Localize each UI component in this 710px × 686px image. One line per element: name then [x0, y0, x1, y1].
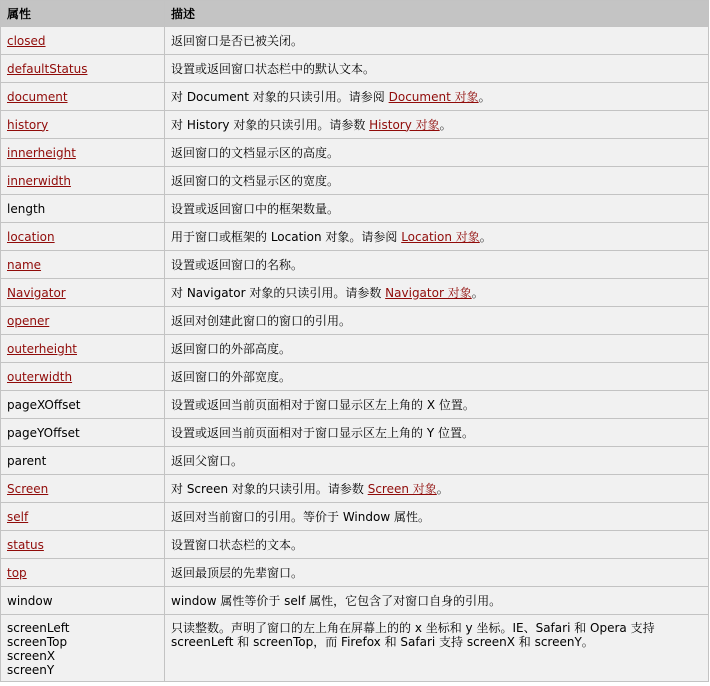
table-row: [1, 139, 709, 167]
property-description: 设置或返回当前页面相对于窗口显示区左上角的 X 位置。: [171, 397, 475, 412]
property-description: 对 History 对象的只读引用。请参数: [171, 117, 370, 132]
property-description: 设置或返回当前页面相对于窗口显示区左上角的 Y 位置。: [171, 425, 474, 440]
property-description-cell: [165, 531, 709, 559]
property-description: 返回父窗口。: [171, 453, 244, 468]
property-link-history[interactable]: history: [7, 117, 49, 132]
property-name-cell: [1, 251, 165, 279]
property-description-cell: [165, 335, 709, 363]
table-row: [1, 391, 709, 419]
column-header-property: 属性: [1, 1, 165, 27]
description-tail: 。: [439, 117, 452, 132]
property-description-cell: [165, 55, 709, 83]
property-description-cell: [165, 559, 709, 587]
property-name-cell: [1, 419, 165, 447]
property-link-navigator[interactable]: Navigator: [7, 285, 66, 300]
property-description: 对 Document 对象的只读引用。请参阅: [171, 89, 389, 104]
table-row: [1, 615, 709, 682]
property-link-self[interactable]: self: [7, 509, 29, 524]
property-description: 对 Screen 对象的只读引用。请参数: [171, 481, 368, 496]
property-name-cell: [1, 279, 165, 307]
reference-link[interactable]: History 对象: [369, 117, 440, 132]
property-description-cell: [165, 363, 709, 391]
table-row: [1, 335, 709, 363]
property-name-cell: [1, 307, 165, 335]
property-link-screen[interactable]: Screen: [7, 481, 49, 496]
property-description: 设置或返回窗口状态栏中的默认文本。: [171, 61, 376, 76]
property-description-cell: [165, 83, 709, 111]
property-description: window 属性等价于 self 属性，它包含了对窗口自身的引用。: [171, 593, 502, 608]
property-name: screenTop: [7, 635, 68, 649]
property-description-cell: [165, 223, 709, 251]
property-description: 返回窗口是否已被关闭。: [171, 33, 304, 48]
property-description-cell: [165, 111, 709, 139]
property-description-cell: [165, 447, 709, 475]
property-link-location[interactable]: location: [7, 229, 55, 244]
reference-link[interactable]: Navigator 对象: [385, 285, 472, 300]
property-description-cell: [165, 307, 709, 335]
table-body: [1, 27, 709, 682]
property-description-cell: [165, 279, 709, 307]
table-row: [1, 559, 709, 587]
property-name: screenLeft: [7, 621, 70, 635]
column-header-description: 描述: [165, 1, 709, 27]
property-description: 设置或返回窗口的名称。: [171, 257, 304, 272]
property-description: 返回对创建此窗口的窗口的引用。: [171, 313, 352, 328]
property-description-cell: [165, 251, 709, 279]
property-link-defaultstatus[interactable]: defaultStatus: [7, 61, 88, 76]
property-link-name[interactable]: name: [7, 257, 42, 272]
property-name-cell: [1, 335, 165, 363]
property-name-cell: [1, 83, 165, 111]
property-link-outerwidth[interactable]: outerwidth: [7, 369, 73, 384]
property-link-status[interactable]: status: [7, 537, 44, 552]
table-row: [1, 111, 709, 139]
property-description: 返回窗口的文档显示区的宽度。: [171, 173, 340, 188]
property-description: 返回窗口的外部高度。: [171, 341, 292, 356]
property-name-cell: [1, 195, 165, 223]
property-description-cell: [165, 503, 709, 531]
property-name: parent: [7, 453, 47, 468]
property-name-cell: [1, 223, 165, 251]
description-tail: 。: [471, 285, 484, 300]
property-description-cell: [165, 27, 709, 55]
property-link-top[interactable]: top: [7, 565, 27, 580]
property-description: 用于窗口或框架的 Location 对象。请参阅: [171, 229, 402, 244]
property-name: screenX: [7, 649, 56, 663]
property-name: length: [7, 201, 46, 216]
property-description-cell: [165, 391, 709, 419]
reference-link[interactable]: Screen 对象: [367, 481, 437, 496]
property-description-cell: [165, 587, 709, 615]
property-name: screenY: [7, 663, 55, 677]
property-name-cell: [1, 111, 165, 139]
property-description: 设置或返回窗口中的框架数量。: [171, 201, 340, 216]
table-row: [1, 531, 709, 559]
table-row: [1, 167, 709, 195]
property-link-closed[interactable]: closed: [7, 33, 46, 48]
property-description-cell: [165, 195, 709, 223]
table-row: [1, 83, 709, 111]
property-name-cell: [1, 363, 165, 391]
property-name-cell: [1, 615, 165, 682]
description-tail: 。: [436, 481, 449, 496]
property-link-innerwidth[interactable]: innerwidth: [7, 173, 71, 188]
property-description-cell: [165, 167, 709, 195]
property-link-innerheight[interactable]: innerheight: [7, 145, 76, 160]
property-link-outerheight[interactable]: outerheight: [7, 341, 78, 356]
table-row: [1, 419, 709, 447]
description-tail: 。: [478, 89, 491, 104]
property-description: 返回最顶层的先辈窗口。: [171, 565, 304, 580]
table-row: [1, 475, 709, 503]
property-description-cell: [165, 419, 709, 447]
property-description-cell: [165, 475, 709, 503]
property-link-document[interactable]: document: [7, 89, 68, 104]
table-row: [1, 55, 709, 83]
table-row: [1, 503, 709, 531]
property-name-cell: [1, 587, 165, 615]
property-name-cell: [1, 55, 165, 83]
table-row: [1, 307, 709, 335]
table-row: [1, 279, 709, 307]
property-name-cell: [1, 447, 165, 475]
property-link-opener[interactable]: opener: [7, 313, 50, 328]
property-description: 返回窗口的外部宽度。: [171, 369, 292, 384]
property-name: pageYOffset: [7, 425, 80, 440]
property-name: window: [7, 593, 53, 608]
property-name-cell: [1, 391, 165, 419]
property-name-cell: [1, 531, 165, 559]
property-description: 只读整数。声明了窗口的左上角在屏幕上的的 x 坐标和 y 坐标。IE、Safari 和 Opera 支持 screenLeft 和 screenTop，而 Firefox 和 Safari 支持 screenX 和 screenY。: [165, 615, 709, 682]
table-header-row: [1, 1, 709, 27]
reference-link[interactable]: Document 对象: [388, 89, 479, 104]
property-description: 对 Navigator 对象的只读引用。请参数: [171, 285, 386, 300]
description-tail: 。: [479, 229, 492, 244]
table-row: [1, 251, 709, 279]
property-name-cell: [1, 27, 165, 55]
table-row: [1, 447, 709, 475]
property-name-cell: [1, 475, 165, 503]
property-description-cell: [165, 139, 709, 167]
property-description: 设置窗口状态栏的文本。: [171, 537, 304, 552]
property-name: pageXOffset: [7, 397, 81, 412]
property-name-cell: [1, 167, 165, 195]
table-row: [1, 587, 709, 615]
property-description: 返回对当前窗口的引用。等价于 Window 属性。: [171, 509, 430, 524]
table-row: [1, 223, 709, 251]
table-row: [1, 27, 709, 55]
property-name-cell: [1, 139, 165, 167]
table-row: [1, 195, 709, 223]
property-name-cell: [1, 503, 165, 531]
property-name-cell: [1, 559, 165, 587]
reference-link[interactable]: Location 对象: [401, 229, 480, 244]
table-row: [1, 363, 709, 391]
property-description: 返回窗口的文档显示区的高度。: [171, 145, 340, 160]
